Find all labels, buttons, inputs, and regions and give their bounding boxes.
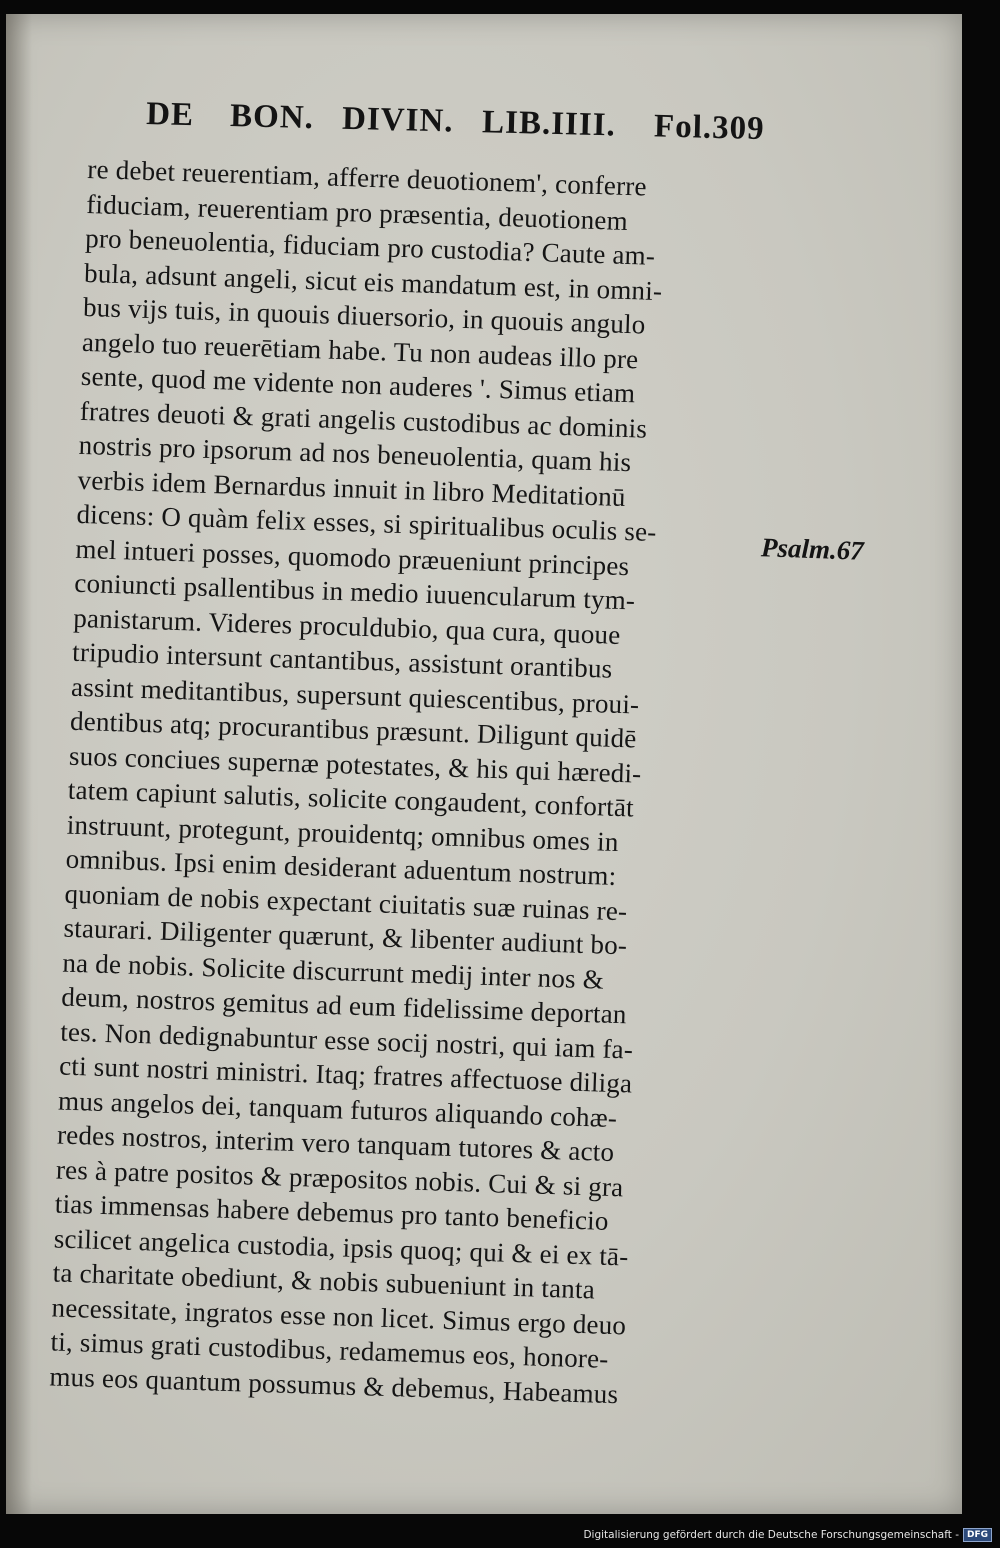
margin-note: Psalm.67 (760, 532, 865, 566)
header-word-lib: LIB.IIII. (481, 104, 617, 144)
text-line: pro beneuolentia, fiduciam pro custodia? Caute am- (84, 222, 656, 271)
text-line: sente, quod me vidente non auderes '. Simus etiam (80, 360, 636, 409)
text-line: fratres deuoti & grati angelis custodibus ac dominis (79, 395, 648, 444)
text-line: bus vijs tuis, in quouis diuersorio, in quouis angulo (82, 291, 646, 340)
scanned-page (6, 14, 962, 1514)
text-line: panistarum. Videres proculdubio, qua cura, quoue (72, 602, 621, 650)
digitization-footer (583, 1526, 992, 1544)
text-line: mus eos quantum possumus & debemus, Habeamus (49, 1360, 619, 1409)
header-word-bon: BON. (229, 98, 315, 137)
text-line: mus angelos dei, tanquam futuros aliquando cohæ- (57, 1085, 618, 1133)
text-line: assint meditantibus, supersunt quiescentibus, proui- (70, 671, 640, 720)
text-line: tias immensas habere debemus pro tanto beneficio (54, 1188, 610, 1236)
text-line: omnibus. Ipsi enim desiderant aduentum nostrum: (65, 843, 617, 891)
header-word-divin: DIVIN. (341, 100, 454, 140)
folio-number: Fol.309 (653, 108, 766, 148)
text-line: staurari. Diligenter quærunt, & libenter audiunt bo- (63, 912, 628, 961)
text-line: verbis idem Bernardus innuit in libro Meditationū (77, 464, 627, 512)
text-line: scilicet angelica custodia, ipsis quoq; qui & ei ex tā- (53, 1222, 629, 1272)
text-line: coniuncti psallentibus in medio iuuencularum tym- (73, 567, 636, 616)
text-line: tes. Non dedignabuntur esse socij nostri, qui iam fa- (59, 1016, 634, 1065)
text-line: cti sunt nostri ministri. Itaq; fratres affectuose diliga (58, 1050, 633, 1099)
running-header (145, 96, 766, 163)
body-text (49, 152, 778, 1415)
text-line: redes nostros, interim vero tanquam tutores & acto (56, 1119, 615, 1168)
footer-credit: Digitalisierung gefördert durch die Deutsche Forschungsgemeinschaft - (583, 1529, 959, 1541)
text-line: na de nobis. Solicite discurrunt medij inter nos & (62, 947, 605, 995)
text-line: tripudio intersunt cantantibus, assistunt orantibus (71, 636, 613, 684)
text-line: ti, simus grati custodibus, redamemus eos, honore- (50, 1326, 609, 1374)
text-line: deum, nostros gemitus ad eum fidelissime deportan (60, 981, 628, 1030)
text-line: angelo tuo reuerētiam habe. Tu non audeas illo pre (81, 326, 639, 374)
text-line: quoniam de nobis expectant ciuitatis suæ ruinas re- (64, 878, 628, 926)
header-word-de: DE (145, 96, 195, 134)
text-line: suos conciues supernæ potestates, & his qui hæredi- (68, 740, 642, 789)
text-line: re debet reuerentiam, afferre deuotionem', conferre (86, 153, 648, 202)
text-line: tatem capiunt salutis, solicite congaudent, confortāt (67, 774, 635, 823)
text-line: res à patre positos & præpositos nobis. Cui & si gra (55, 1154, 624, 1202)
text-line: necessitate, ingratos esse non licet. Simus ergo deuo (51, 1291, 627, 1340)
text-line: dicens: O quàm felix esses, si spiritualibus oculis se- (76, 498, 657, 548)
text-line: nostris pro ipsorum ad nos beneuolentia, quam his (78, 429, 632, 478)
text-line: dentibus atq; procurantibus præsunt. Diligunt quidē (69, 705, 637, 754)
text-line: ta charitate obediunt, & nobis subueniunt in tanta (52, 1257, 596, 1305)
text-line: fiduciam, reuerentiam pro præsentia, deuotionem (85, 188, 629, 236)
text-line: bula, adsunt angeli, sicut eis mandatum est, in omni- (83, 257, 663, 306)
text-line: mel intueri posses, quomodo præueniunt principes (75, 533, 630, 581)
text-line: instruunt, protegunt, prouidentq; omnibus omes in (66, 809, 620, 857)
dfg-logo-icon: DFG (963, 1528, 992, 1542)
